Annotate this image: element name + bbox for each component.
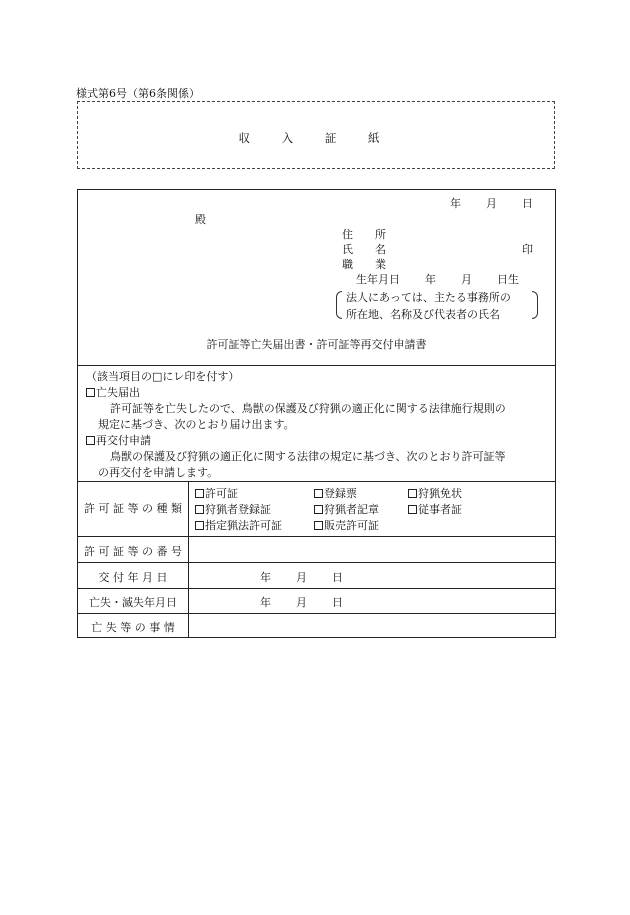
option-label: 販売許可証 — [324, 519, 379, 532]
option-label: 登録票 — [324, 487, 357, 500]
option-hunting-license[interactable] — [408, 485, 462, 501]
dob-month: 月 — [461, 273, 472, 286]
reissue-application-checkbox[interactable] — [86, 436, 95, 445]
circumstances-field[interactable] — [190, 614, 552, 636]
option-label: 狩猟者登録証 — [205, 503, 271, 516]
reissue-application-label: 再交付申請 — [96, 434, 151, 447]
option-label: 指定猟法許可証 — [205, 519, 282, 532]
loss-date-month[interactable]: 月 — [296, 596, 307, 609]
option-label: 許可証 — [205, 487, 238, 500]
loss-notification-checkbox[interactable] — [86, 388, 95, 397]
option-hunter-registration[interactable] — [195, 501, 271, 517]
permit-number-field[interactable] — [190, 537, 552, 561]
worker-certificate-checkbox[interactable] — [408, 505, 417, 514]
permit-type-label: 許 可 証 等 の 種 類 — [84, 502, 182, 515]
addressee-suffix: 殿 — [195, 213, 206, 226]
issue-date-day[interactable]: 日 — [332, 571, 343, 584]
option-permit[interactable] — [195, 485, 238, 501]
loss-date-label: 亡失・滅失年月日 — [89, 596, 177, 609]
occupation-label: 職 業 — [342, 258, 386, 271]
hunter-registration-checkbox[interactable] — [195, 505, 204, 514]
revenue-stamp-label: 収 入 証 紙 — [238, 131, 394, 145]
option-label: 従事者証 — [418, 503, 462, 516]
option-label: 狩猟免状 — [418, 487, 462, 500]
seal-mark: 印 — [522, 243, 533, 256]
option-registration-card[interactable] — [314, 485, 357, 501]
reissue-text-line1: 鳥獣の保護及び狩猟の適正化に関する法律の規定に基づき、次のとおり許可証等 — [110, 450, 506, 463]
option-worker-certificate[interactable] — [408, 501, 462, 517]
hunter-badge-checkbox[interactable] — [314, 505, 323, 514]
form-title: 許可証等亡失届出書・許可証等再交付申請書 — [206, 338, 427, 351]
option-label: 狩猟者記章 — [324, 503, 379, 516]
divider — [78, 562, 555, 563]
dob-year: 年 — [425, 273, 436, 286]
bracket-right — [532, 291, 538, 319]
option-hunter-badge[interactable] — [314, 501, 379, 517]
issue-date-month[interactable]: 月 — [296, 571, 307, 584]
divider — [78, 481, 555, 482]
checkbox-instruction: （該当項目の□にレ印を付す） — [86, 370, 240, 383]
divider — [78, 588, 555, 589]
reissue-application-option[interactable] — [86, 433, 151, 449]
loss-notification-label: 亡失届出 — [96, 386, 140, 399]
issue-date-label: 交 付 年 月 日 — [98, 571, 168, 584]
designated-method-permit-checkbox[interactable] — [195, 521, 204, 530]
issue-date-year[interactable]: 年 — [260, 571, 271, 584]
revenue-stamp-box — [77, 101, 555, 169]
date-month: 月 — [486, 197, 497, 210]
application-form — [77, 189, 556, 638]
permit-number-label: 許 可 証 等 の 番 号 — [84, 545, 182, 558]
loss-text-line2: 規定に基づき、次のとおり届け出ます。 — [98, 418, 295, 431]
hunting-license-checkbox[interactable] — [408, 489, 417, 498]
form-number: 様式第6号（第6条関係） — [76, 87, 200, 100]
date-year: 年 — [450, 197, 461, 210]
loss-date-day[interactable]: 日 — [332, 596, 343, 609]
option-sales-permit[interactable] — [314, 517, 379, 533]
address-label: 住 所 — [342, 228, 386, 241]
dob-day-suffix: 日生 — [497, 273, 519, 286]
option-designated-method-permit[interactable] — [195, 517, 282, 533]
reissue-text-line2: の再交付を申請します。 — [98, 466, 219, 479]
circumstances-label: 亡 失 等 の 事 情 — [91, 621, 175, 634]
name-label: 氏 名 — [342, 243, 386, 256]
divider — [78, 365, 555, 366]
loss-text-line1: 許可証等を亡失したので、鳥獣の保護及び狩猟の適正化に関する法律施行規則の — [110, 402, 506, 415]
corporate-note-line1: 法人にあっては、主たる事務所の — [346, 291, 511, 304]
loss-date-year[interactable]: 年 — [260, 596, 271, 609]
registration-card-checkbox[interactable] — [314, 489, 323, 498]
loss-notification-option[interactable] — [86, 385, 140, 401]
permit-checkbox[interactable] — [195, 489, 204, 498]
bracket-left — [336, 291, 342, 319]
corporate-note-line2: 所在地、名称及び代表者の氏名 — [346, 308, 500, 321]
dob-label: 生年月日 — [356, 273, 400, 286]
sales-permit-checkbox[interactable] — [314, 521, 323, 530]
date-day: 日 — [522, 197, 533, 210]
